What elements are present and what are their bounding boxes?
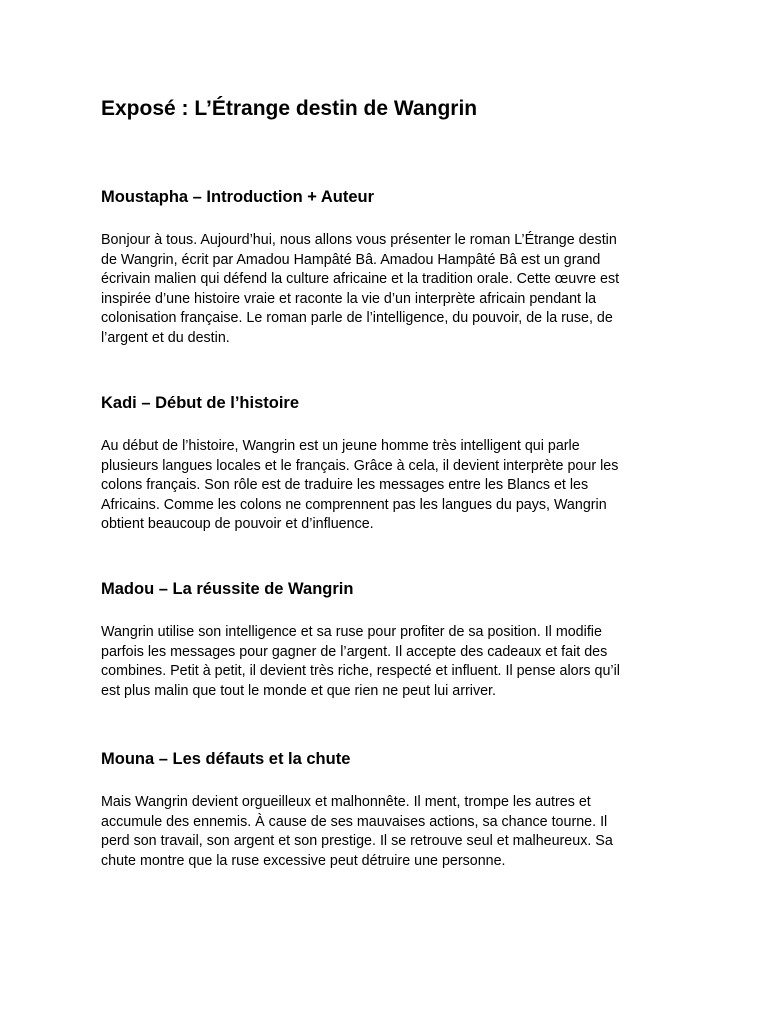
section-heading: Kadi – Début de l’histoire bbox=[101, 394, 300, 412]
paragraph-line: inspirée d’une histoire vraie et raconte la vie d’un interprète africain pendant la bbox=[101, 290, 597, 307]
paragraph-line: chute montre que la ruse excessive peut détruire une personne. bbox=[101, 852, 506, 869]
section-debut-histoire bbox=[101, 392, 671, 535]
paragraph-line: est plus malin que tout le monde et que rien ne peut lui arriver. bbox=[101, 682, 496, 699]
document-content bbox=[101, 94, 671, 869]
paragraph-line: obtient beaucoup de pouvoir et d’influence. bbox=[101, 516, 374, 533]
section-spacer bbox=[101, 600, 671, 623]
paragraph-line: Mais Wangrin devient orgueilleux et malhonnête. Il ment, trompe les autres et bbox=[101, 794, 591, 810]
paragraph-line: Africains. Comme les colons ne comprennent pas les langues du pays, Wangrin bbox=[101, 496, 607, 513]
paragraph-line: de Wangrin, écrit par Amadou Hampâté Bâ. Amadou Hampâté Bâ est un grand bbox=[101, 251, 601, 268]
section-paragraph bbox=[101, 231, 671, 349]
paragraph-line: colonisation française. Le roman parle de l’intelligence, du pouvoir, de la ruse, de bbox=[101, 310, 613, 327]
paragraph-line: l’argent et du destin. bbox=[101, 329, 230, 346]
section-spacer bbox=[101, 414, 671, 437]
section-heading: Madou – La réussite de Wangrin bbox=[101, 580, 354, 598]
section-spacer bbox=[101, 770, 671, 793]
section-defauts-chute bbox=[101, 748, 671, 871]
paragraph-line: perd son travail, son argent et son prestige. Il se retrouve seul et malheureux. Sa bbox=[101, 833, 613, 850]
section-paragraph bbox=[101, 437, 671, 535]
paragraph-line: Au début de l’histoire, Wangrin est un jeune homme très intelligent qui parle bbox=[101, 438, 580, 454]
section-paragraph bbox=[101, 623, 671, 701]
paragraph-line: combines. Petit à petit, il devient très riche, respecté et influent. Il pense alors qu’il bbox=[101, 663, 620, 680]
section-heading: Moustapha – Introduction + Auteur bbox=[101, 188, 375, 206]
paragraph-line: Bonjour à tous. Aujourd’hui, nous allons vous présenter le roman L’Étrange destin bbox=[101, 232, 617, 248]
section-reussite bbox=[101, 578, 671, 701]
paragraph-line: écrivain malien qui défend la culture africaine et la tradition orale. Cette œuvre est bbox=[101, 271, 620, 288]
paragraph-line: plusieurs langues locales et le français. Grâce à cela, il devient interprète pour les bbox=[101, 457, 619, 474]
section-heading: Mouna – Les défauts et la chute bbox=[101, 750, 351, 768]
section-spacer bbox=[101, 208, 671, 231]
paragraph-line: accumule des ennemis. À cause de ses mauvaises actions, sa chance tourne. Il bbox=[101, 813, 608, 830]
paragraph-line: colons français. Son rôle est de traduire les messages entre les Blancs et les bbox=[101, 477, 589, 494]
section-introduction bbox=[101, 186, 671, 349]
section-paragraph bbox=[101, 793, 671, 871]
document-title: Exposé : L’Étrange destin de Wangrin bbox=[101, 97, 478, 120]
paragraph-line: Wangrin utilise son intelligence et sa ruse pour profiter de sa position. Il modifie bbox=[101, 624, 602, 640]
paragraph-line: parfois les messages pour gagner de l’argent. Il accepte des cadeaux et fait des bbox=[101, 643, 608, 660]
